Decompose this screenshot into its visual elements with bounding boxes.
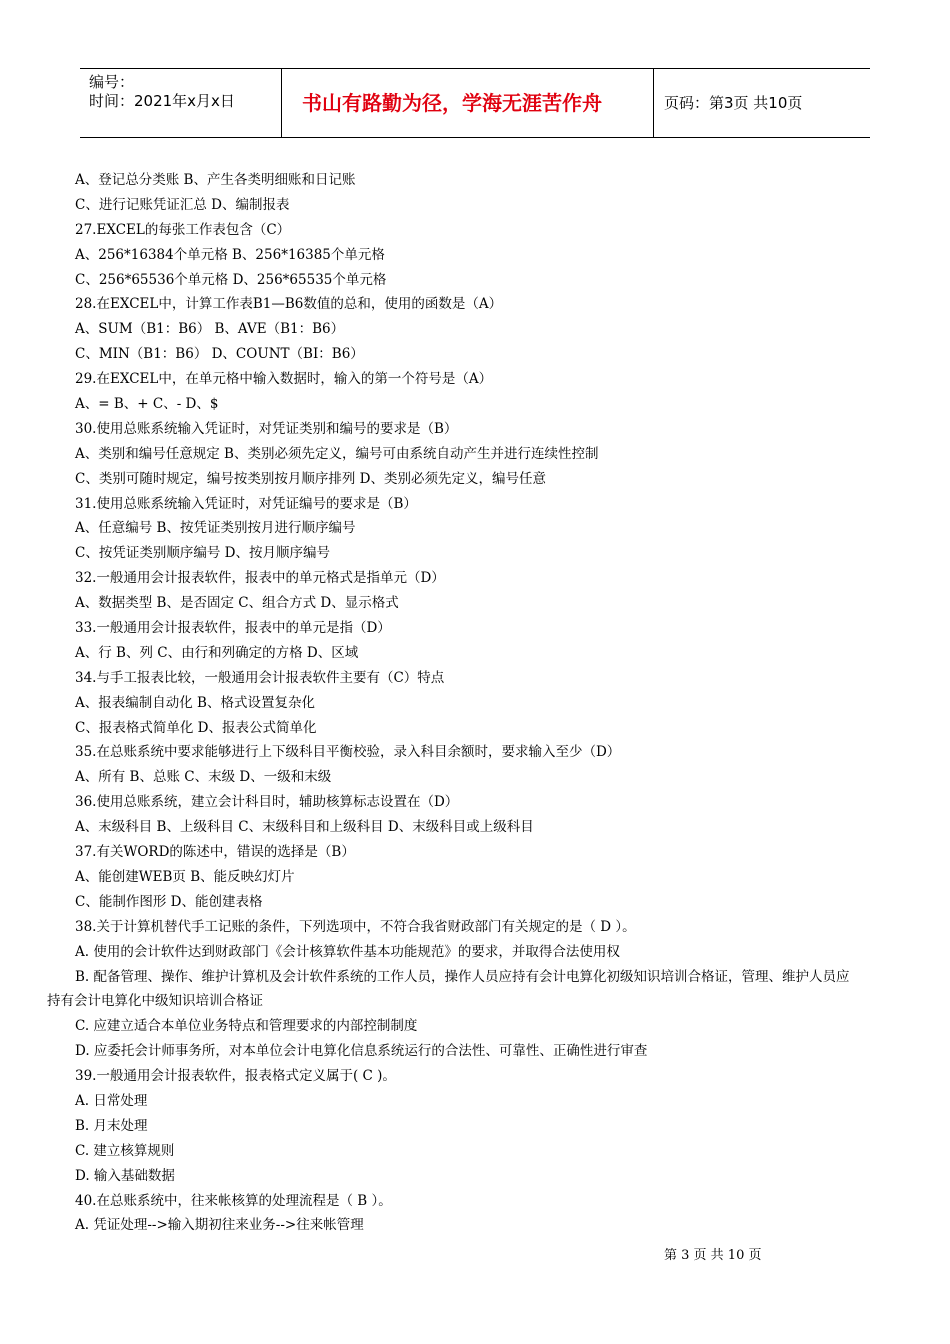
text-line: A、所有 B、总账 C、末级 D、一级和末级 bbox=[75, 769, 332, 786]
question-line: 28.在EXCEL中，计算工作表B1—B6数值的总和，使用的函数是（A） bbox=[75, 296, 503, 313]
question-line: 34.与手工报表比较，一般通用会计报表软件主要有（C）特点 bbox=[75, 669, 445, 686]
text-line: C、进行记账凭证汇总 D、编制报表 bbox=[75, 196, 290, 213]
text-line: D. 应委托会计师事务所，对本单位会计电算化信息系统运行的合法性、可靠性、正确性进行审查 bbox=[75, 1043, 648, 1060]
header-info-cell bbox=[80, 69, 282, 137]
text-line: C、能制作图形 D、能创建表格 bbox=[75, 893, 263, 910]
text-line: C、按凭证类别顺序编号 D、按月顺序编号 bbox=[75, 545, 330, 562]
question-line: 30.使用总账系统输入凭证时，对凭证类别和编号的要求是（B） bbox=[75, 420, 458, 437]
text-line: B. 配备管理、操作、维护计算机及会计软件系统的工作人员，操作人员应持有会计电算化初级知识培训合格证，管理、维护人员应 bbox=[75, 968, 850, 985]
question-line: 35.在总账系统中要求能够进行上下级科目平衡校验，录入科目余额时，要求输入至少（D） bbox=[75, 744, 621, 761]
text-line: A. 凭证处理-->输入期初往来业务-->往来帐管理 bbox=[75, 1217, 364, 1234]
text-line-continuation: 持有会计电算化中级知识培训合格证 bbox=[47, 993, 263, 1010]
text-line: A、类别和编号任意规定 B、类别必须先定义，编号可由系统自动产生并进行连续性控制 bbox=[75, 445, 599, 462]
text-line: D. 输入基础数据 bbox=[75, 1167, 175, 1184]
text-line: A、末级科目 B、上级科目 C、末级科目和上级科目 D、末级科目或上级科目 bbox=[75, 819, 534, 836]
text-line: C、报表格式简单化 D、报表公式简单化 bbox=[75, 719, 317, 736]
text-line: C、256*65536个单元格 D、256*65535个单元格 bbox=[75, 271, 387, 288]
text-line: A. 日常处理 bbox=[75, 1092, 148, 1109]
text-line: A. 使用的会计软件达到财政部门《会计核算软件基本功能规范》的要求，并取得合法使用权 bbox=[75, 943, 620, 960]
header-page-cell bbox=[654, 69, 870, 137]
text-line: B. 月末处理 bbox=[75, 1117, 148, 1134]
text-line: C、类别可随时规定，编号按类别按月顺序排列 D、类别必须先定义，编号任意 bbox=[75, 470, 546, 487]
question-line: 32.一般通用会计报表软件，报表中的单元格式是指单元（D） bbox=[75, 570, 445, 587]
text-line: A、任意编号 B、按凭证类别按月进行顺序编号 bbox=[75, 520, 356, 537]
page-footer: 第 3 页 共 10 页 bbox=[664, 1248, 762, 1263]
text-line: A、登记总分类账 B、产生各类明细账和日记账 bbox=[75, 172, 356, 188]
page-header bbox=[80, 68, 870, 138]
text-line: C. 应建立适合本单位业务特点和管理要求的内部控制制度 bbox=[75, 1018, 418, 1035]
text-line: C、MIN（B1：B6） D、COUNT（BI：B6） bbox=[75, 346, 364, 363]
text-line: A、= B、+ C、- D、$ bbox=[75, 396, 219, 413]
question-line: 37.有关WORD的陈述中，错误的选择是（B） bbox=[75, 844, 355, 861]
header-page-info: 页码：第3页 共10页 bbox=[664, 94, 803, 112]
text-line: A、报表编制自动化 B、格式设置复杂化 bbox=[75, 694, 315, 711]
header-motto-cell bbox=[282, 69, 654, 137]
question-line: 33.一般通用会计报表软件，报表中的单元是指（D） bbox=[75, 620, 391, 637]
document-body bbox=[47, 168, 907, 1238]
document-date: 时间：2021年x月x日 bbox=[89, 92, 235, 110]
text-line: A、行 B、列 C、由行和列确定的方格 D、区域 bbox=[75, 644, 359, 661]
text-line: A、SUM（B1：B6） B、AVE（B1：B6） bbox=[75, 321, 345, 338]
question-line: 31.使用总账系统输入凭证时，对凭证编号的要求是（B） bbox=[75, 495, 417, 512]
question-line: 39.一般通用会计报表软件，报表格式定义属于( C )。 bbox=[75, 1068, 396, 1085]
question-line: 40.在总账系统中，往来帐核算的处理流程是（ B ）。 bbox=[75, 1192, 392, 1209]
question-line: 38.关于计算机替代手工记账的条件，下列选项中，不符合我省财政部门有关规定的是（ D ）。 bbox=[75, 918, 636, 935]
question-line: 36.使用总账系统，建立会计科目时，辅助核算标志设置在（D） bbox=[75, 794, 459, 811]
text-line: C. 建立核算规则 bbox=[75, 1142, 175, 1159]
question-line: 29.在EXCEL中，在单元格中输入数据时，输入的第一个符号是（A） bbox=[75, 371, 493, 388]
document-number-label: 编号： bbox=[89, 73, 135, 91]
text-line: A、256*16384个单元格 B、256*16385个单元格 bbox=[75, 246, 385, 263]
text-line: A、能创建WEB页 B、能反映幻灯片 bbox=[75, 868, 295, 885]
text-line: A、数据类型 B、是否固定 C、组合方式 D、显示格式 bbox=[75, 595, 399, 612]
question-line: 27.EXCEL的每张工作表包含（C） bbox=[75, 221, 291, 238]
header-motto: 书山有路勤为径，学海无涯苦作舟 bbox=[302, 91, 602, 115]
